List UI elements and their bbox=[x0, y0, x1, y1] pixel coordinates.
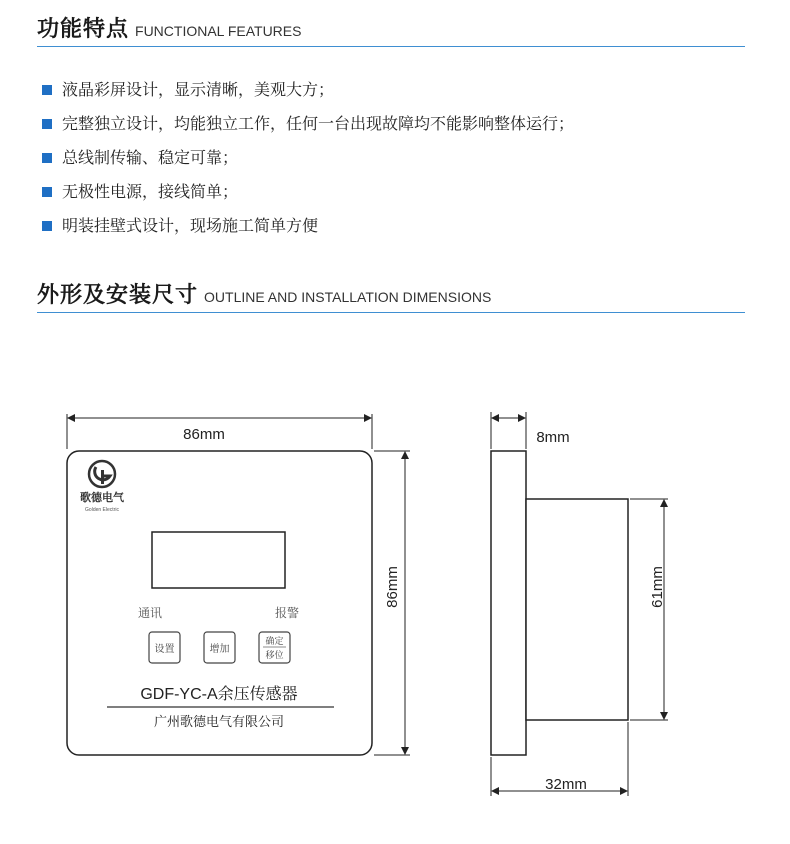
feature-text: 总线制传输、稳定可靠； bbox=[62, 148, 239, 167]
thickness-label: 8mm bbox=[536, 429, 570, 446]
brand-name-zh: 歌德电气 bbox=[80, 492, 124, 504]
feature-text: 液晶彩屏设计，显示清晰，美观大方； bbox=[62, 80, 335, 99]
model-name: GDF-YC-A余压传感器 bbox=[140, 686, 298, 703]
confirm-button-label: 确定 bbox=[265, 636, 284, 646]
width-label: 86mm bbox=[183, 426, 225, 443]
section-title-zh: 功能特点 bbox=[37, 17, 130, 42]
side-panel-plate bbox=[491, 451, 526, 755]
alarm-indicator-label: 报警 bbox=[274, 606, 300, 620]
add-button-label: 增加 bbox=[209, 644, 230, 655]
feature-text: 无极性电源，接线简单； bbox=[62, 182, 239, 201]
company-name: 广州歌德电气有限公司 bbox=[153, 714, 285, 729]
depth-label: 32mm bbox=[545, 776, 587, 793]
side-body bbox=[526, 499, 628, 720]
section-title-en: FUNCTIONAL FEATURES bbox=[135, 23, 302, 39]
shift-button-label: 移位 bbox=[265, 650, 284, 660]
comm-indicator-label: 通讯 bbox=[137, 606, 163, 620]
feature-text: 完整独立设计，均能独立工作，任何一台出现故障均不能影响整体运行； bbox=[62, 114, 575, 133]
body-height-label: 61mm bbox=[649, 566, 666, 608]
height-label: 86mm bbox=[384, 566, 401, 608]
side-view bbox=[491, 412, 668, 796]
brand-logo-icon bbox=[89, 461, 115, 487]
section-title-en: OUTLINE AND INSTALLATION DIMENSIONS bbox=[204, 289, 492, 305]
set-button-label: 设置 bbox=[154, 644, 175, 655]
front-view bbox=[67, 414, 410, 755]
feature-text: 明装挂壁式设计，现场施工简单方便 bbox=[62, 216, 319, 235]
brand-name-en: Golden Electric bbox=[85, 507, 119, 513]
section-title-zh: 外形及安装尺寸 bbox=[37, 283, 199, 308]
lcd-display bbox=[152, 532, 285, 588]
